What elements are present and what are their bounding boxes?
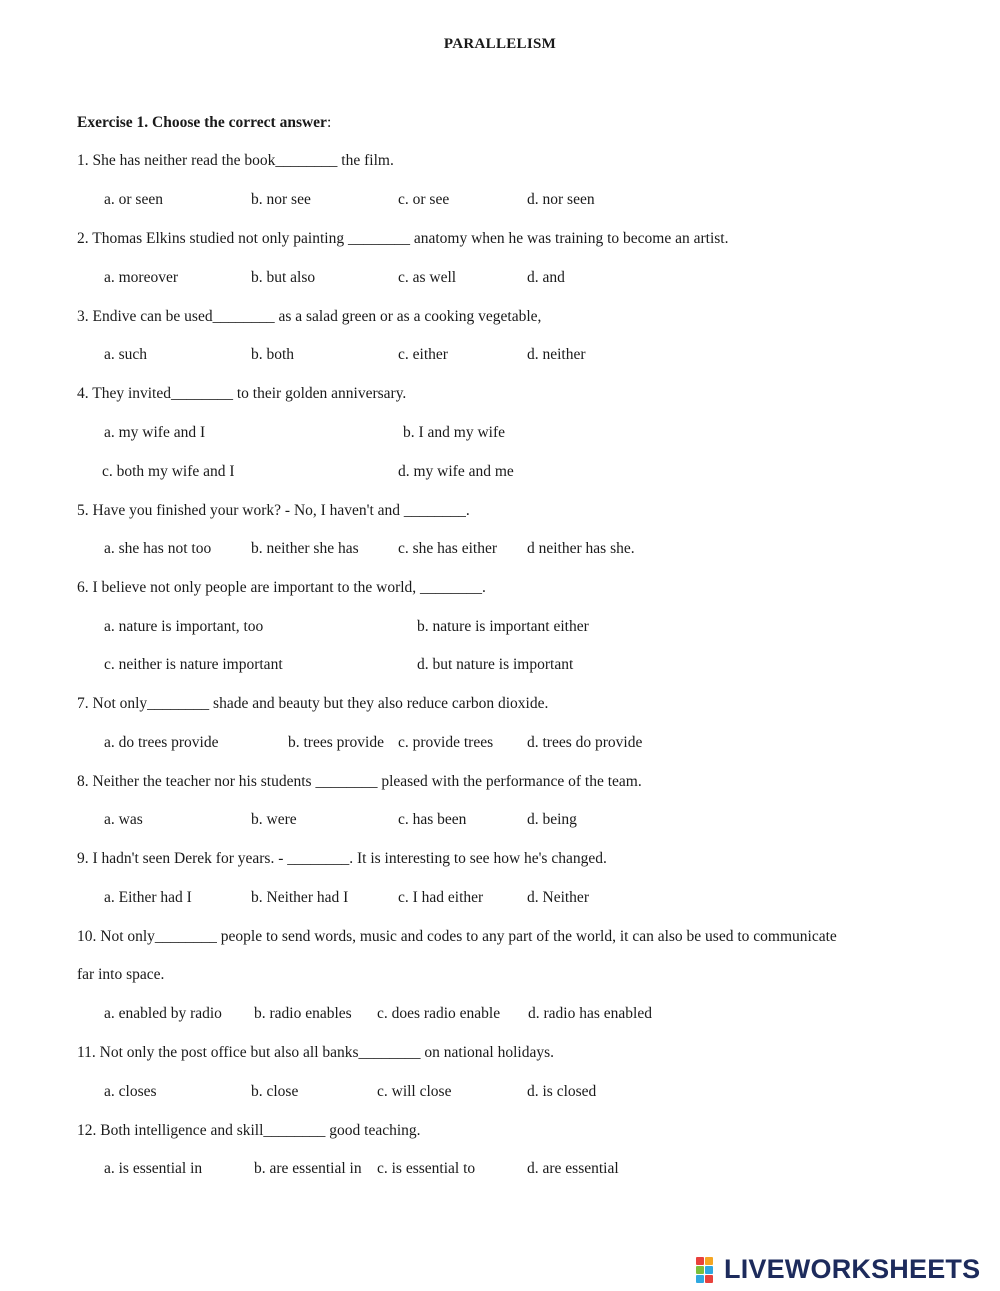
q6-option-c[interactable]: c. neither is nature important [104, 656, 283, 673]
q5-option-c[interactable]: c. she has either [398, 540, 497, 557]
liveworksheets-blocks-icon [696, 1255, 722, 1283]
q10-option-d[interactable]: d. radio has enabled [528, 1005, 652, 1022]
q5-option-b[interactable]: b. neither she has [251, 540, 359, 557]
q8-option-a[interactable]: a. was [104, 811, 143, 828]
q4-option-a[interactable]: a. my wife and I [104, 424, 206, 441]
q1-option-c[interactable]: c. or see [398, 191, 450, 208]
q4-option-b[interactable]: b. I and my wife [403, 424, 506, 441]
question-5: 5. Have you finished your work? - No, I haven't and ________. [77, 502, 470, 519]
exercise-label: Exercise 1. Choose the correct answer [77, 114, 327, 131]
q3-option-a[interactable]: a. such [104, 346, 148, 363]
q7-option-a[interactable]: a. do trees provide [104, 734, 219, 751]
q11-option-a[interactable]: a. closes [104, 1083, 157, 1100]
q2-option-d[interactable]: d. and [527, 269, 565, 286]
question-4: 4. They invited________ to their golden anniversary. [77, 385, 407, 402]
q6-option-d[interactable]: d. but nature is important [417, 656, 574, 673]
q8-option-d[interactable]: d. being [527, 811, 577, 828]
q10-option-c[interactable]: c. does radio enable [377, 1005, 501, 1022]
q3-option-c[interactable]: c. either [398, 346, 448, 363]
q8-option-b[interactable]: b. were [251, 811, 297, 828]
q4-option-c[interactable]: c. both my wife and I [102, 463, 235, 480]
q6-option-a[interactable]: a. nature is important, too [104, 618, 264, 635]
q1-option-a[interactable]: a. or seen [104, 191, 163, 208]
question-6: 6. I believe not only people are important to the world, ________. [77, 579, 486, 596]
q3-option-d[interactable]: d. neither [527, 346, 586, 363]
q9-option-c[interactable]: c. I had either [398, 889, 484, 906]
q2-option-c[interactable]: c. as well [398, 269, 457, 286]
q1-option-d[interactable]: d. nor seen [527, 191, 595, 208]
logo-text: LIVEWORKSHEETS [724, 1253, 981, 1284]
question-12: 12. Both intelligence and skill________ good teaching. [77, 1122, 421, 1139]
q7-option-c[interactable]: c. provide trees [398, 734, 494, 751]
q7-option-d[interactable]: d. trees do provide [527, 734, 643, 751]
q11-option-d[interactable]: d. is closed [527, 1083, 597, 1100]
q10-option-b[interactable]: b. radio enables [254, 1005, 352, 1022]
q12-option-c[interactable]: c. is essential to [377, 1160, 476, 1177]
q12-option-d[interactable]: d. are essential [527, 1160, 619, 1177]
q11-option-c[interactable]: c. will close [377, 1083, 452, 1100]
question-11: 11. Not only the post office but also all banks________ on national holidays. [77, 1044, 554, 1061]
q9-option-a[interactable]: a. Either had I [104, 889, 192, 906]
q4-option-d[interactable]: d. my wife and me [398, 463, 514, 480]
q5-option-a[interactable]: a. she has not too [104, 540, 212, 557]
page-title: PARALLELISM [443, 36, 557, 52]
question-8: 8. Neither the teacher nor his students ________ pleased with the performance of the team. [77, 773, 642, 790]
question-7: 7. Not only________ shade and beauty but they also reduce carbon dioxide. [77, 695, 549, 712]
question-2: 2. Thomas Elkins studied not only painting ________ anatomy when he was training to become an artist. [77, 230, 729, 247]
question-10-continued: far into space. [77, 966, 165, 983]
question-1: 1. She has neither read the book________ the film. [77, 152, 394, 169]
question-9: 9. I hadn't seen Derek for years. - ________. It is interesting to see how he's changed. [77, 850, 607, 867]
exercise-suffix: : [326, 114, 332, 131]
question-3: 3. Endive can be used________ as a salad green or as a cooking vegetable, [77, 308, 542, 325]
q5-option-d[interactable]: d neither has she. [527, 540, 635, 557]
q1-option-b[interactable]: b. nor see [251, 191, 311, 208]
exercise-heading [77, 114, 331, 132]
q10-option-a[interactable]: a. enabled by radio [104, 1005, 222, 1022]
q6-option-b[interactable]: b. nature is important either [417, 618, 589, 635]
q2-option-b[interactable]: b. but also [251, 269, 316, 286]
q9-option-b[interactable]: b. Neither had I [251, 889, 349, 906]
q3-option-b[interactable]: b. both [251, 346, 295, 363]
q12-option-b[interactable]: b. are essential in [254, 1160, 362, 1177]
q9-option-d[interactable]: d. Neither [527, 889, 589, 906]
q8-option-c[interactable]: c. has been [398, 811, 467, 828]
q11-option-b[interactable]: b. close [251, 1083, 299, 1100]
q7-option-b[interactable]: b. trees provide [288, 734, 384, 751]
q12-option-a[interactable]: a. is essential in [104, 1160, 203, 1177]
liveworksheets-logo[interactable] [696, 1252, 980, 1286]
question-10: 10. Not only________ people to send words, music and codes to any part of the world, it can also be used to communicate [77, 928, 837, 945]
q2-option-a[interactable]: a. moreover [104, 269, 179, 286]
